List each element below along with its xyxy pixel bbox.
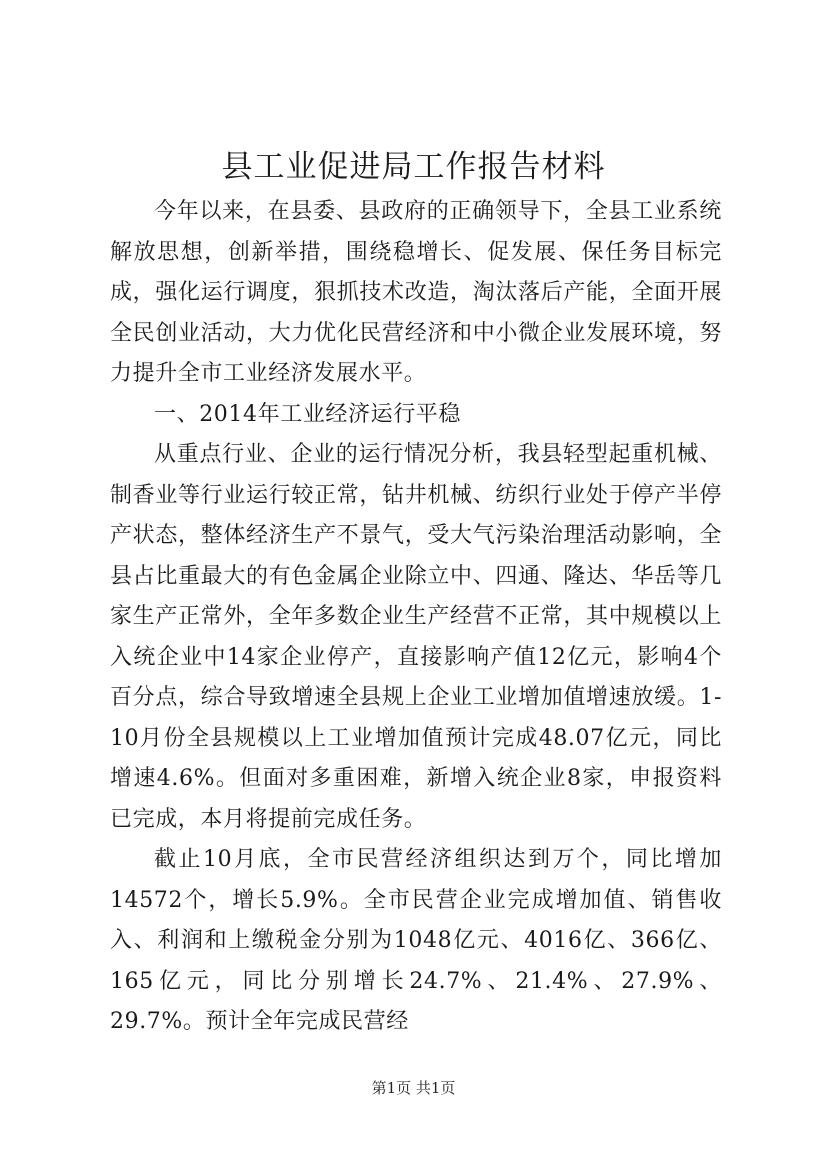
document-title: 县工业促进局工作报告材料 bbox=[221, 149, 606, 185]
paragraph-industry-analysis: 从重点行业、企业的运行情况分析，我县轻型起重机械、制香业等行业运行较正常，钻井机械、纺织行业处于停产半停产状态，整体经济生产不景气，受大气污染治理活动影响，全县占比重最大的有色金属企业除立中、四通、隆达、华岳等几家生产正常外，全年多数企业生产经营不正常，其中规模以上入统企业中14家企业停产，直接影响产值12亿元，影响4个百分点，综合导致增速全县规上企业工业增加值增速放缓。1-10月份全县规模以上工业增加值预计完成48.07亿元，同比增速4.6%。但面对多重困难，新增入统企业8家，申报资料已完成，本月将提前完成任务。 bbox=[110, 442, 722, 832]
document-body bbox=[110, 192, 722, 1043]
page-number-label: 第1页 共1页 bbox=[371, 1079, 456, 1097]
section-heading: 一、2014年工业经济运行平稳 bbox=[154, 401, 461, 427]
paragraph-private-economy: 截止10月底，全市民营经济组织达到万个，同比增加14572个，增长5.9%。全市民营企业完成增加值、销售收入、利润和上缴税金分别为1048亿元、4016亿、366亿、165亿元，同比分别增长24.7%、21.4%、27.9%、29.7%。预计全年完成民营经 bbox=[110, 847, 722, 1034]
paragraph-intro: 今年以来，在县委、县政府的正确领导下，全县工业系统解放思想，创新举措，围绕稳增长、促发展、保任务目标完成，强化运行调度，狠抓技术改造，淘汰落后产能，全面开展全民创业活动，大力优化民营经济和中小微企业发展环境，努力提升全市工业经济发展水平。 bbox=[110, 199, 722, 386]
page-footer bbox=[0, 1078, 827, 1098]
